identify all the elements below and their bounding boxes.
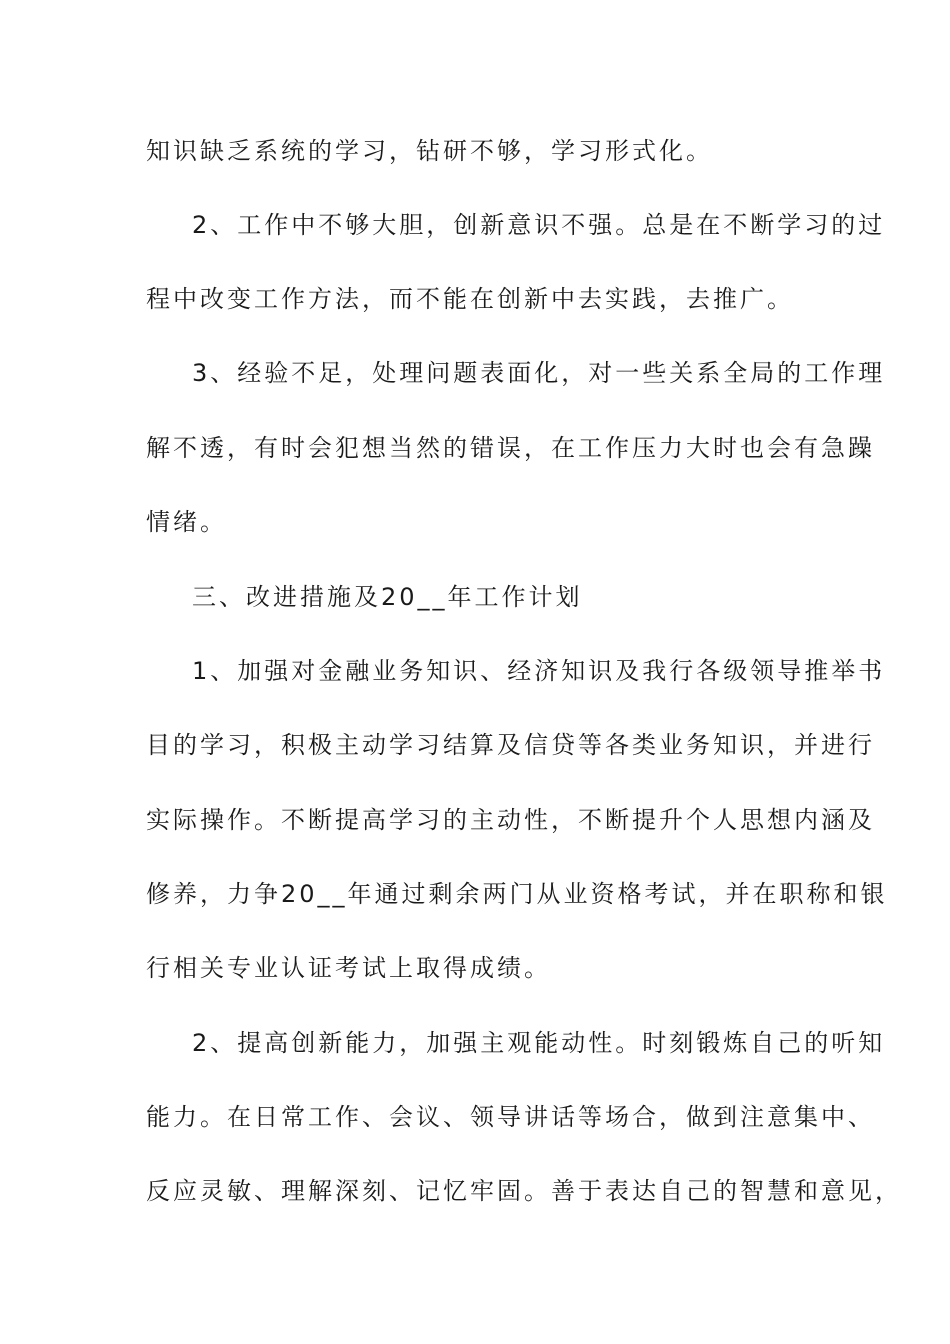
section-heading: 三、改进措施及20__年工作计划: [192, 583, 583, 611]
text-line: 知识缺乏系统的学习，钻研不够，学习形式化。: [146, 137, 713, 165]
text-line: 实际操作。不断提高学习的主动性，不断提升个人思想内涵及: [146, 806, 875, 834]
text-line: 解不透，有时会犯想当然的错误，在工作压力大时也会有急躁: [146, 434, 875, 462]
text-line: 1、加强对金融业务知识、经济知识及我行各级领导推举书: [192, 657, 886, 685]
text-line: 修养，力争20__年通过剩余两门从业资格考试，并在职称和银: [146, 880, 888, 908]
text-line: 目的学习，积极主动学习结算及信贷等各类业务知识，并进行: [146, 731, 875, 759]
text-line: 行相关专业认证考试上取得成绩。: [146, 954, 551, 982]
text-line: 程中改变工作方法，而不能在创新中去实践，去推广。: [146, 285, 794, 313]
text-line: 反应灵敏、理解深刻、记忆牢固。善于表达自己的智慧和意见，: [146, 1177, 902, 1205]
text-line: 3、经验不足，处理问题表面化，对一些关系全局的工作理: [192, 359, 886, 387]
text-line: 情绪。: [146, 508, 227, 536]
text-line: 2、提高创新能力，加强主观能动性。时刻锻炼自己的听知: [192, 1029, 886, 1057]
text-line: 能力。在日常工作、会议、领导讲话等场合，做到注意集中、: [146, 1103, 875, 1131]
text-line: 2、工作中不够大胆，创新意识不强。总是在不断学习的过: [192, 211, 886, 239]
